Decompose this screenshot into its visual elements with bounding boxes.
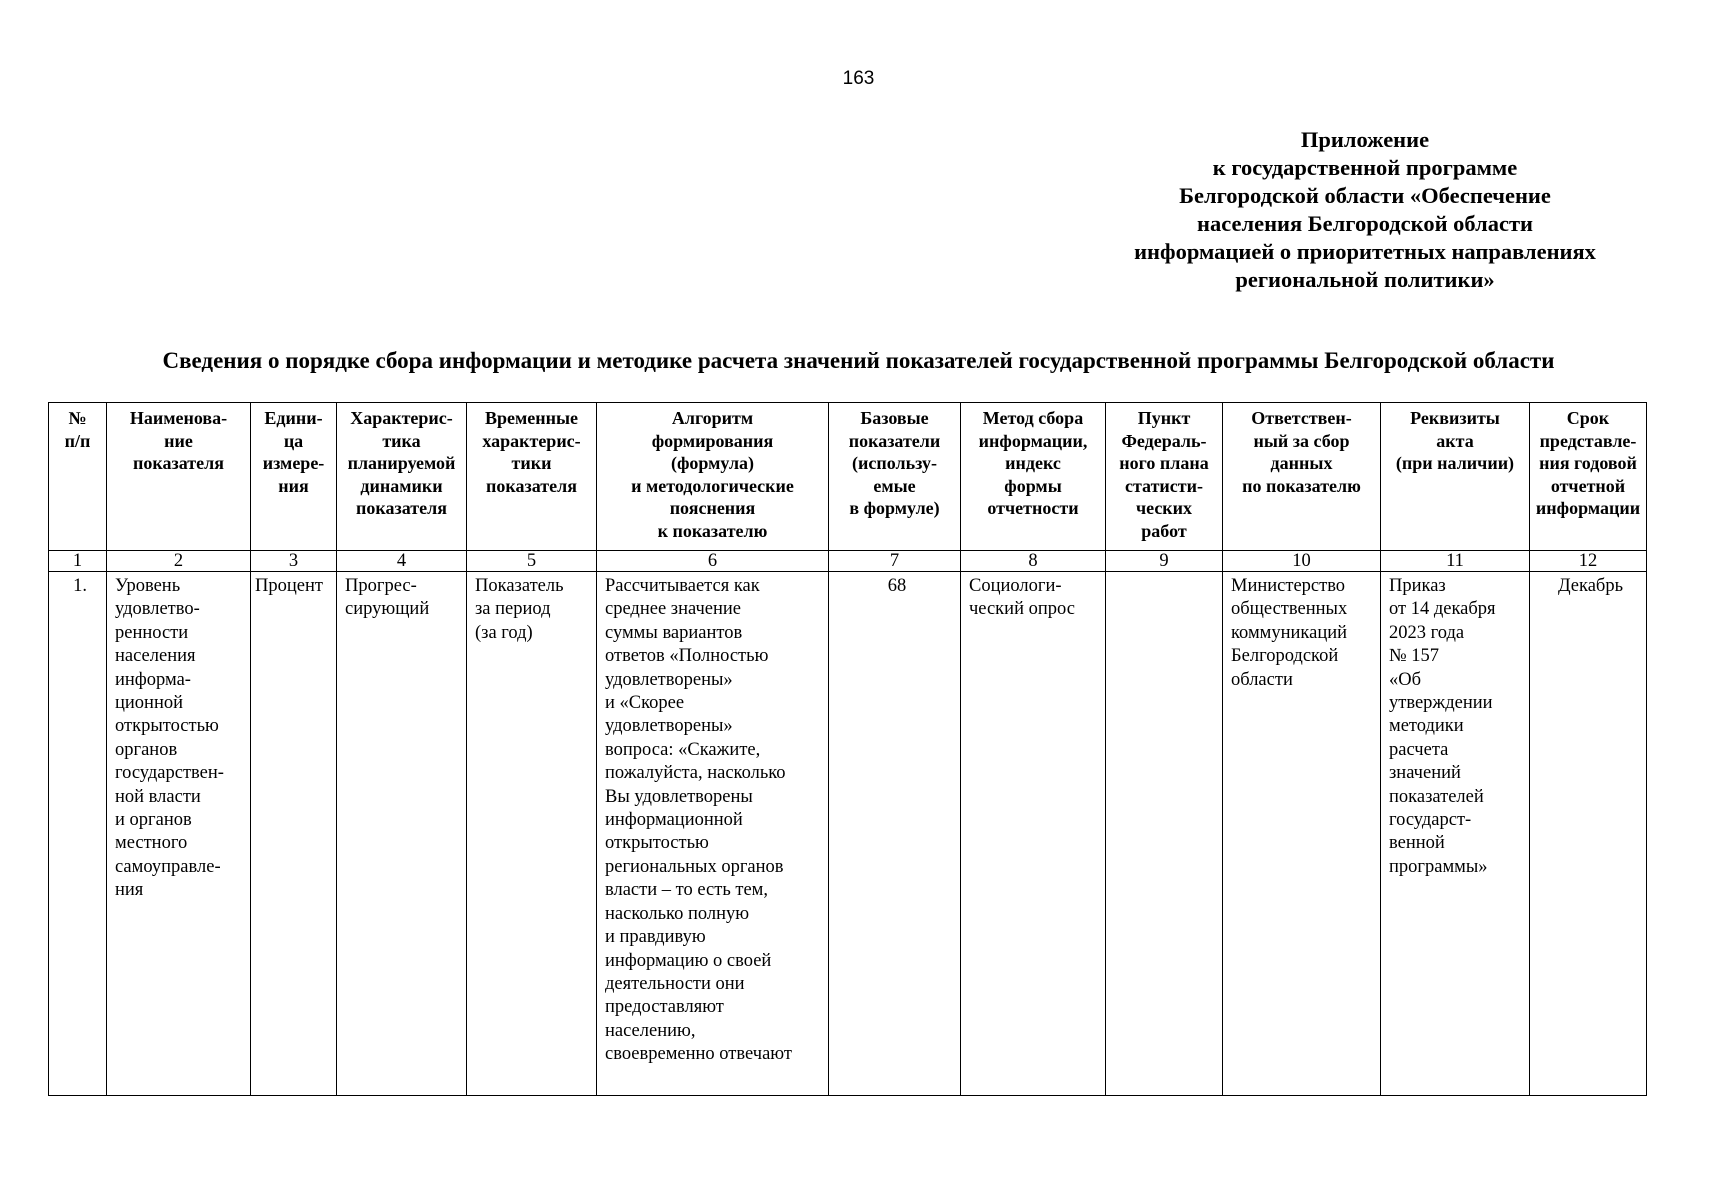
column-number: 5 — [467, 551, 597, 572]
appendix-line: населения Белгородской области — [1197, 211, 1533, 236]
cell-time: Показатель за период (за год) — [467, 572, 597, 1096]
header-cell-number: № п/п — [49, 403, 107, 551]
column-number: 3 — [251, 551, 337, 572]
column-number: 2 — [107, 551, 251, 572]
header-cell-responsible: Ответствен- ный за сбор данных по показателю — [1223, 403, 1381, 551]
cell-act: Приказ от 14 декабря 2023 года № 157 «Об утверждении методики расчета значений показателей государст- венной программы» — [1381, 572, 1530, 1096]
cell-responsible: Министерство общественных коммуникаций Белгородской области — [1223, 572, 1381, 1096]
appendix-line: к государственной программе — [1212, 155, 1518, 180]
column-number: 1 — [49, 551, 107, 572]
cell-base-value: 68 — [829, 572, 961, 1096]
column-number: 8 — [961, 551, 1106, 572]
appendix-line: региональной политики» — [1235, 267, 1495, 292]
cell-indicator-name: Уровень удовлетво- ренности населения информа- ционной открытостью органов государствен- ной власти и органов местного самоуправле- ния — [107, 572, 251, 1096]
column-number: 11 — [1381, 551, 1530, 572]
appendix-line: Приложение — [1300, 127, 1430, 152]
header-cell-method: Метод сбора информации, индекс формы отчетности — [961, 403, 1106, 551]
column-number: 12 — [1530, 551, 1647, 572]
table-header-row — [49, 403, 1647, 551]
indicators-table — [48, 402, 1647, 1096]
header-cell-base: Базовые показатели (использу- емые в формуле) — [829, 403, 961, 551]
header-cell-unit: Едини- ца измере- ния — [251, 403, 337, 551]
cell-algorithm: Рассчитывается как среднее значение суммы вариантов ответов «Полностью удовлетворены» и «Скорее удовлетворены» вопроса: «Скажите, пожалуйста, насколько Вы удовлетворены информационной открытостью региональных органов власти – то есть тем, насколько полную и правдивую информацию о своей деятельности они предоставляют населению, своевременно отвечают — [597, 572, 829, 1096]
header-cell-dynamics: Характерис- тика планируемой динамики показателя — [337, 403, 467, 551]
header-cell-deadline: Срок представле- ния годовой отчетной информации — [1530, 403, 1647, 551]
cell-plan-item — [1106, 572, 1223, 1096]
column-number: 6 — [597, 551, 829, 572]
column-number: 4 — [337, 551, 467, 572]
column-number-row — [49, 551, 1647, 572]
column-number: 7 — [829, 551, 961, 572]
appendix-block — [1095, 126, 1635, 294]
page-number: 163 — [842, 68, 875, 89]
column-number: 10 — [1223, 551, 1381, 572]
header-cell-time: Временные характерис- тики показателя — [467, 403, 597, 551]
table-row — [49, 572, 1647, 1096]
header-cell-plan-item: Пункт Федераль- ного плана статисти- ческих работ — [1106, 403, 1223, 551]
column-number: 9 — [1106, 551, 1223, 572]
cell-method: Социологи- ческий опрос — [961, 572, 1106, 1096]
cell-dynamics: Прогрес- сирующий — [337, 572, 467, 1096]
document-title: Сведения о порядке сбора информации и методике расчета значений показателей государственной программы Белгородской области — [162, 348, 1555, 373]
cell-deadline: Декабрь — [1530, 572, 1647, 1096]
appendix-line: информацией о приоритетных направлениях — [1134, 239, 1596, 264]
cell-unit: Процент — [251, 572, 337, 1096]
appendix-line: Белгородской области «Обеспечение — [1179, 183, 1551, 208]
header-cell-act: Реквизиты акта (при наличии) — [1381, 403, 1530, 551]
cell-number: 1. — [49, 572, 107, 1096]
header-cell-algorithm: Алгоритм формирования (формула) и методологические пояснения к показателю — [597, 403, 829, 551]
header-cell-name: Наименова- ние показателя — [107, 403, 251, 551]
